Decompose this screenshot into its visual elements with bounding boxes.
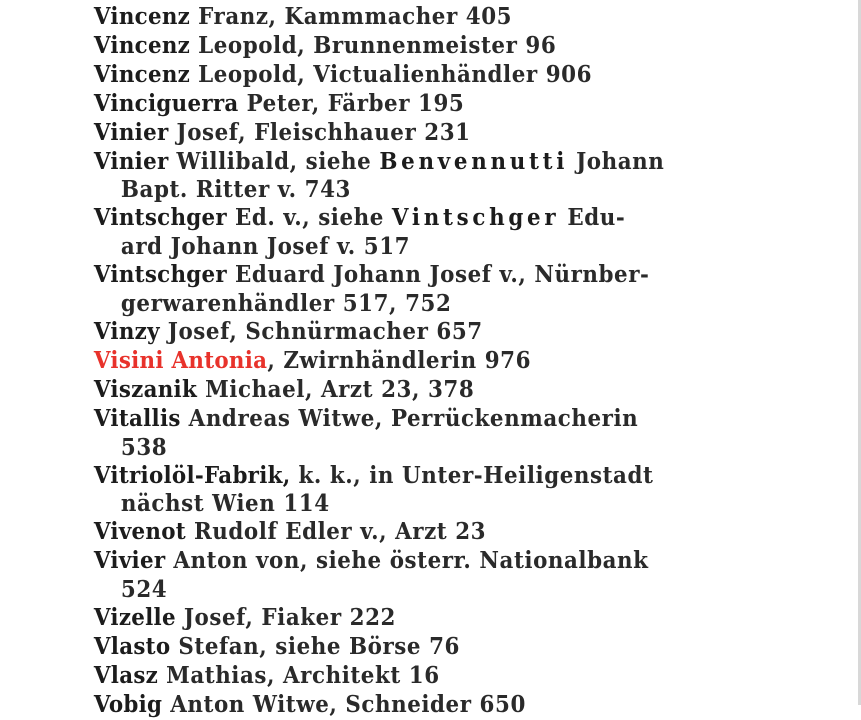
directory-entry (0, 662, 801, 691)
directory-entry (0, 691, 801, 720)
entry-name: Vincenz (93, 31, 191, 59)
directory-entry (0, 547, 801, 604)
entry-details: Josef, Schnürmacher 657 (159, 317, 483, 345)
entry-name: Vinier (93, 147, 169, 175)
entry-continuation: gerwarenhändler 517, 752 (120, 290, 452, 318)
directory-entry (0, 376, 801, 405)
entry-continuation: 538 (120, 433, 168, 461)
entry-details: k. k., in Unter-Heiligenstadt (290, 461, 654, 489)
entry-name: Vinzy (93, 317, 160, 345)
directory-entry (0, 261, 801, 318)
directory-entry (0, 119, 801, 148)
directory-entry (0, 3, 801, 32)
directory-entry (0, 518, 801, 547)
entry-name: Vizelle (93, 604, 176, 632)
entry-name: Viszanik (93, 375, 198, 403)
entry-details: Leopold, Brunnenmeister 96 (190, 31, 557, 59)
entry-name: Vinciguerra (93, 89, 239, 117)
entry-details: Franz, Kammmacher 405 (190, 3, 513, 30)
entry-details: , Zwirnhändlerin 976 (267, 346, 532, 374)
directory-entry (0, 462, 801, 519)
entry-name: Vivenot (93, 518, 186, 546)
directory-entry (0, 633, 801, 662)
entry-name: Vinier (93, 118, 169, 146)
entry-details-continued: Johann (568, 147, 665, 175)
directory-entry (0, 318, 801, 347)
entry-details: Ed. v., siehe (226, 204, 392, 232)
entry-details: Andreas Witwe, Perrückenmacherin (180, 404, 639, 432)
entry-details: Mathias, Architekt 16 (158, 661, 440, 689)
entry-details: Eduard Johann Josef v., Nürnber- (226, 261, 650, 289)
directory-entry (0, 604, 801, 633)
entry-details: Rudolf Edler v., Arzt 23 (185, 518, 487, 546)
entry-continuation: Bapt. Ritter v. 743 (120, 176, 351, 204)
entry-name-highlighted: Visini Antonia (93, 346, 268, 374)
directory-entry (0, 148, 801, 205)
entry-reference: Vintschger (391, 204, 560, 232)
directory-entries (0, 3, 861, 720)
entry-name: Vivier (93, 547, 166, 575)
entry-details: Stefan, siehe Börse 76 (170, 632, 460, 660)
entry-details: Leopold, Victualienhändler 906 (190, 60, 593, 88)
entry-name: Vintschger (93, 261, 227, 289)
directory-entry (0, 61, 801, 90)
entry-details: Michael, Arzt 23, 378 (197, 375, 475, 403)
entry-details: Anton von, siehe österr. Nationalbank (165, 547, 649, 575)
entry-details: Willibald, siehe (168, 147, 380, 175)
entry-name: Vincenz (93, 60, 191, 88)
entry-details: Josef, Fiaker 222 (175, 604, 396, 632)
entry-name: Vobig (93, 690, 163, 718)
entry-name: Vitriolöl-Fabrik, (93, 461, 291, 489)
directory-entry-highlighted (0, 347, 801, 376)
entry-name: Vlasz (93, 661, 159, 689)
entry-continuation: nächst Wien 114 (120, 490, 330, 518)
directory-entry (0, 90, 801, 119)
entry-continuation: 524 (120, 576, 168, 604)
directory-entry (0, 32, 801, 61)
entry-details: Anton Witwe, Schneider 650 (162, 690, 526, 718)
entry-reference: Benvennutti (379, 147, 569, 175)
entry-details: Josef, Fleischhauer 231 (168, 118, 471, 146)
entry-continuation: ard Johann Josef v. 517 (120, 233, 411, 261)
entry-details: Peter, Färber 195 (238, 89, 465, 117)
entry-name: Vitallis (93, 404, 181, 432)
entry-details-continued: Edu- (559, 204, 626, 232)
directory-entry (0, 204, 801, 261)
directory-entry (0, 405, 801, 462)
entry-name: Vlasto (93, 632, 171, 660)
entry-name: Vincenz (93, 3, 191, 30)
entry-name: Vintschger (93, 204, 227, 232)
